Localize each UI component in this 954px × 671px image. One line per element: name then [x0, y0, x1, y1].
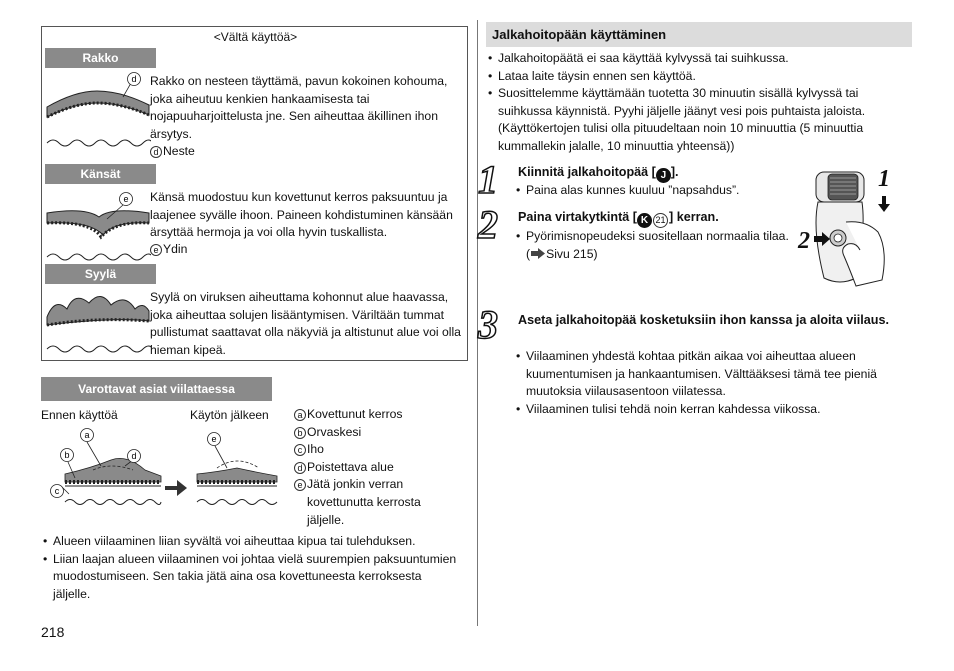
wart-illustration	[45, 287, 151, 357]
legend-item	[294, 424, 470, 442]
filing-diagram	[41, 424, 281, 524]
step-3-bullet: • Viilaaminen yhdestä kohtaa pitkän aikaa voi aiheuttaa alueen kuumentumisen ja hankaantumisen. Välttääksesi tämä tee pieniä muutoksia viilausasentoon viilatessa.	[514, 348, 914, 401]
kansat-description: Känsä muodostuu kun kovettunut kerros paksuuntuu ja laajenee syvälle ihoon. Paineen kohdistuminen känsään ärsyttää hermoja ja voi olla hyvin tuskallista.	[150, 190, 453, 240]
key-k-icon: K	[637, 213, 652, 228]
after-use-label: Käytön jälkeen	[190, 408, 269, 422]
legend-text: Poistettava alue	[307, 459, 394, 474]
filing-legend	[294, 406, 470, 529]
step-2-bullet	[514, 228, 794, 263]
legend-item	[294, 406, 470, 424]
avoid-use-box	[41, 26, 468, 361]
intro-bullet: • Lataa laite täysin ennen sen käyttöä.	[486, 68, 914, 86]
step-2-bullet-ref: Sivu 215	[546, 246, 594, 261]
legend-letter: b	[294, 427, 306, 439]
step-2-title-pre: Paina virtakytkintä [	[518, 210, 637, 224]
filing-letter-a: a	[84, 430, 90, 440]
rakko-description: Rakko on nesteen täyttämä, pavun kokoinen kohouma, joka aiheutuu kenkien hankaamisesta tai nojapuuharjoittelusta jne. Sen aiheuttaa äkillinen ihon ärsytys.	[150, 74, 448, 141]
letter-d-circle: d	[150, 146, 162, 158]
rakko-legend-text: Neste	[163, 144, 195, 158]
step-1-title-pre: Kiinnitä jalkahoitopää [	[518, 165, 656, 179]
legend-item	[294, 459, 470, 477]
arrow-down-icon	[878, 196, 890, 212]
corn-illustration	[45, 189, 151, 265]
rakko-diagram-letter: d	[131, 74, 137, 84]
kansat-legend	[150, 241, 187, 259]
avoid-use-title: <Vältä käyttöä>	[213, 30, 298, 44]
step-1-number: 1	[478, 157, 498, 202]
filing-letter-c: c	[54, 486, 60, 496]
letter-e-circle: e	[150, 244, 162, 256]
filing-letter-b: b	[64, 450, 70, 460]
step-3-bullets	[514, 348, 914, 418]
step-2-title-post: ] kerran.	[669, 210, 719, 224]
filing-letter-d: d	[131, 451, 137, 461]
step-3-title: Aseta jalkahoitopää kosketuksiin ihon kanssa ja aloita viilaus.	[518, 313, 889, 327]
page-number: 218	[41, 624, 65, 640]
key-j-icon: J	[656, 168, 671, 183]
legend-text: Iho	[307, 442, 324, 457]
kansat-legend-text: Ydin	[163, 242, 188, 256]
step-2-bullets	[514, 228, 794, 263]
intro-bullet: • Suosittelemme käyttämään tuotetta 30 minuutin sisällä kylvyssä tai suihkussa käynnistä. Pyyhi jäljelle jäänyt vesi pois puhtaista jaloista. (Käyttökertojen tulisi olla pituudeltaan noin 10 minuuttia (5 minuuttia kummallekin jalalle, 10 minuuttia yhteensä))	[486, 85, 914, 155]
legend-letter: a	[294, 409, 306, 421]
step-2-bullet-post: )	[593, 246, 598, 261]
step-3-number: 3	[478, 302, 498, 347]
filing-cautions-title: Varottavat asiat viilattaessa	[41, 377, 272, 401]
blister-illustration	[45, 71, 151, 151]
legend-letter: c	[294, 444, 306, 456]
filing-bullet: • Alueen viilaaminen liian syvältä voi aiheuttaa kipua tai tulehduksen.	[41, 533, 461, 551]
kansat-diagram-letter: e	[123, 194, 129, 204]
step-1-bullet: • Paina alas kunnes kuuluu ”napsahdus”.	[514, 182, 784, 200]
legend-text: Kovettunut kerros	[307, 407, 403, 421]
filing-letter-e: e	[211, 434, 217, 444]
kansat-label: Känsät	[45, 164, 156, 184]
step-2-bullet-pre: Pyörimisnopeudeksi suositellaan normaalia tilaa. (	[526, 229, 789, 261]
filing-bullet: • Liian laajan alueen viilaaminen voi johtaa vielä suurempien paksuuntumien muodostumiseen. Sen takia jätä aina osa kovettuneesta kerroksesta jäljelle.	[41, 551, 461, 604]
legend-letter: d	[294, 462, 306, 474]
intro-bullets	[486, 50, 914, 156]
legend-item	[294, 441, 470, 459]
step-1-title-post: ].	[670, 165, 679, 179]
section-header: Jalkahoitopään käyttäminen	[486, 22, 912, 47]
filing-bullets	[41, 533, 461, 603]
legend-text: Jätä jonkin verran kovettunutta kerrosta jäljelle.	[307, 477, 421, 527]
legend-text: Orvaskesi	[307, 424, 362, 439]
syyla-description: Syylä on viruksen aiheuttama kohonnut alue haavassa, joka aiheuttaa solujen lisääntymisen. Väriltään tummat pullistumat saattavat olla näkyviä ja altistunut alue voi olla hieman kipeä.	[150, 290, 461, 357]
key-21-icon: 21	[653, 213, 668, 228]
legend-item	[294, 476, 470, 529]
before-use-label: Ennen käyttöä	[41, 408, 118, 422]
syyla-label: Syylä	[45, 264, 156, 284]
rakko-legend	[150, 143, 195, 161]
step-2-number: 2	[478, 202, 498, 247]
arrow-right-icon	[165, 480, 187, 496]
intro-bullet: • Jalkahoitopäätä ei saa käyttää kylvyssä tai suihkussa.	[486, 50, 914, 68]
step-1-title	[518, 164, 679, 183]
legend-letter: e	[294, 479, 306, 491]
figure-label-1: 1	[878, 166, 890, 192]
step-2-title	[518, 209, 719, 228]
device-illustration	[796, 160, 902, 288]
step-3-bullet: • Viilaaminen tulisi tehdä noin kerran kahdessa viikossa.	[514, 401, 914, 419]
rakko-label: Rakko	[45, 48, 156, 68]
step-1-bullets	[514, 182, 784, 200]
page-ref-arrow-icon	[530, 248, 546, 259]
figure-label-2: 2	[798, 228, 810, 254]
